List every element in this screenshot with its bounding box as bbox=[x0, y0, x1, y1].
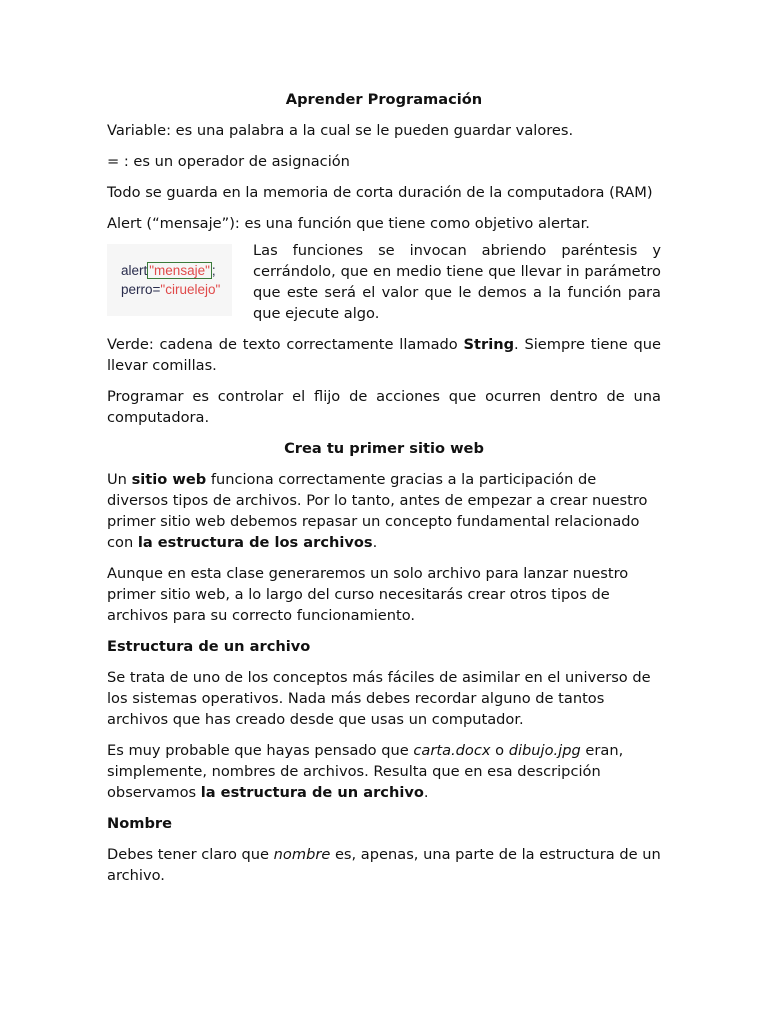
bold-term: la estructura de un archivo bbox=[200, 784, 424, 801]
code-string-highlighted: "mensaje" bbox=[149, 263, 210, 278]
bold-string: String bbox=[463, 336, 515, 353]
italic-term: nombre bbox=[273, 846, 331, 863]
paragraph-class: Aunque en esta clase generaremos un solo archivo para lanzar nuestro primer sitio web, a lo largo del curso necesitarás crear otros tipos de archivos para su correcto funcionamiento. bbox=[107, 565, 629, 624]
code-keyword: perro= bbox=[121, 282, 161, 297]
heading-name: Nombre bbox=[107, 815, 172, 832]
text-run: funciona correctamente gracias a la participación de diversos tipos de archivos. Por lo tanto, antes de empezar a crear nuestro primer sitio web debemos repasar un concepto fundamental relacionado con bbox=[107, 471, 648, 551]
text-run: o bbox=[490, 742, 509, 759]
text-run: Un bbox=[107, 471, 132, 488]
code-keyword: alert bbox=[121, 263, 148, 278]
code-semicolon: ; bbox=[211, 263, 216, 278]
text-run: eran, simplemente, nombres de archivos. Resulta que en esa descripción observamos bbox=[107, 742, 624, 801]
code-figure-row bbox=[107, 244, 661, 324]
code-example-image bbox=[107, 244, 232, 316]
paragraph-filenames bbox=[107, 740, 661, 803]
paragraph-name bbox=[107, 844, 661, 886]
text-run: Debes tener claro que bbox=[107, 846, 274, 863]
paragraph-string bbox=[107, 334, 661, 376]
text-run: Verde: cadena de texto correctamente llamado bbox=[107, 336, 464, 353]
paragraph-memory: Todo se guarda en la memoria de corta duración de la computadora (RAM) bbox=[107, 184, 653, 201]
section-title-website: Crea tu primer sitio web bbox=[284, 440, 484, 457]
paragraph-variable: Variable: es una palabra a la cual se le pueden guardar valores. bbox=[107, 122, 574, 139]
code-string: "ciruelejo" bbox=[160, 282, 221, 297]
text-run: . bbox=[372, 534, 378, 551]
paragraph-functions: Las funciones se invocan abriendo paréntesis y cerrándolo, que en medio tiene que llevar in parámetro que este será el valor que le demos a la función para que ejecute algo. bbox=[253, 242, 661, 322]
document-title: Aprender Programación bbox=[285, 91, 483, 108]
paragraph-concept: Se trata de uno de los conceptos más fáciles de asimilar en el universo de los sistemas operativos. Nada más debes recordar alguno de tantos archivos que has creado desde que usas un computador. bbox=[107, 669, 651, 728]
heading-file-structure: Estructura de un archivo bbox=[107, 638, 311, 655]
text-run: . Siempre tiene que llevar comillas. bbox=[107, 336, 662, 374]
text-run: es, apenas, una parte de la estructura de un archivo. bbox=[107, 846, 661, 884]
code-line-1 bbox=[121, 261, 232, 280]
paragraph-programming: Programar es controlar el flijo de acciones que ocurren dentro de una computadora. bbox=[107, 388, 661, 426]
paragraph-assignment: = : es un operador de asignación bbox=[107, 153, 350, 170]
text-run: Es muy probable que hayas pensado que bbox=[107, 742, 414, 759]
document-page bbox=[107, 89, 661, 896]
paragraph-alert: Alert (“mensaje”): es una función que tiene como objetivo alertar. bbox=[107, 215, 590, 232]
text-run: . bbox=[423, 784, 429, 801]
paragraph-website bbox=[107, 469, 661, 553]
italic-filename: dibujo.jpg bbox=[508, 742, 581, 759]
bold-term: la estructura de los archivos bbox=[137, 534, 373, 551]
code-line-2 bbox=[121, 280, 232, 299]
italic-filename: carta.docx bbox=[413, 742, 491, 759]
bold-term: sitio web bbox=[131, 471, 207, 488]
